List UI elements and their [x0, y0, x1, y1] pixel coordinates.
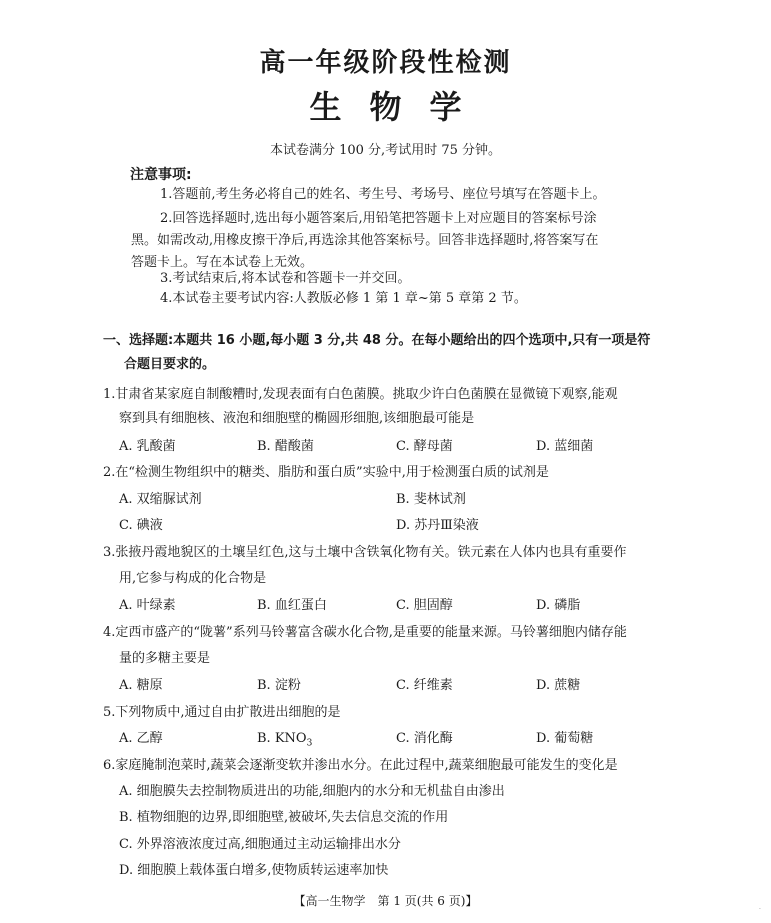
notice-heading: 注意事项:	[130, 167, 192, 183]
q3-option-d: D. 磷脂	[536, 598, 581, 613]
q1-option-d: D. 蓝细菌	[536, 439, 594, 454]
q4-option-c: C. 纤维素	[396, 678, 453, 693]
question-3-line-1: 3.张掖丹霞地貌区的土壤呈红色,这与土壤中含铁氧化物有关。铁元素在人体内也具有重要作	[103, 545, 627, 560]
q3-option-c: C. 胆固醇	[396, 598, 453, 613]
q6-option-b: B. 植物细胞的边界,即细胞壁,被破坏,失去信息交流的作用	[119, 810, 449, 825]
notice-line-6: 4.本试卷主要考试内容:人教版必修 1 第 1 章~第 5 章第 2 节。	[160, 291, 527, 306]
page-footer: 【高一生物学 第 1 页(共 6 页)】	[293, 894, 478, 908]
notice-line-2: 2.回答选择题时,选出每小题答案后,用铅笔把答题卡上对应题目的答案标号涂	[160, 211, 597, 226]
q1-option-a: A. 乳酸菌	[119, 439, 176, 454]
question-1-line-1: 1.甘肃省某家庭自制酸糟时,发现表面有白色菌膜。挑取少许白色菌膜在显微镜下观察,能观	[103, 387, 618, 402]
question-4-line-2: 量的多糖主要是	[119, 651, 211, 666]
q2-option-b: B. 斐林试剂	[396, 492, 466, 507]
q2-option-d: D. 苏丹Ⅲ染液	[396, 518, 479, 533]
question-6-line-1: 6.家庭腌制泡菜时,蔬菜会逐渐变软并渗出水分。在此过程中,蔬菜细胞最可能发生的变化是	[103, 758, 618, 773]
exam-title: 高一年级阶段性检测	[259, 48, 512, 78]
corner-mark: ·	[759, 906, 761, 913]
q4-option-a: A. 糖原	[119, 678, 163, 693]
q2-option-a: A. 双缩脲试剂	[119, 492, 202, 507]
section-heading: 一、选择题:本题共 16 小题,每小题 3 分,共 48 分。在每小题给出的四个选项中,只有一项是符	[103, 333, 651, 348]
q6-option-c: C. 外界溶液浓度过高,细胞通过主动运输排出水分	[119, 837, 401, 852]
q1-option-b: B. 醋酸菌	[257, 439, 314, 454]
q6-option-a: A. 细胞膜失去控制物质进出的功能,细胞内的水分和无机盐自由渗出	[119, 784, 505, 799]
notice-line-3: 黑。如需改动,用橡皮擦干净后,再选涂其他答案标号。回答非选择题时,将答案写在	[131, 233, 599, 248]
question-5-line-1: 5.下列物质中,通过自由扩散进出细胞的是	[103, 705, 341, 720]
notice-line-1: 1.答题前,考生务必将自己的姓名、考生号、考场号、座位号填写在答题卡上。	[160, 187, 606, 202]
question-2-line-1: 2.在“检测生物组织中的糖类、脂肪和蛋白质”实验中,用于检测蛋白质的试剂是	[103, 465, 549, 480]
q6-option-d: D. 细胞膜上载体蛋白增多,使物质转运速率加快	[119, 863, 389, 878]
subject-title: 生物学	[309, 88, 490, 126]
question-1-line-2: 察到具有细胞核、液泡和细胞壁的椭圆形细胞,该细胞最可能是	[119, 411, 475, 426]
q5-option-d: D. 葡萄糖	[536, 731, 594, 746]
q3-option-b: B. 血红蛋白	[257, 598, 327, 613]
q5-option-a: A. 乙醇	[119, 731, 163, 746]
q4-option-d: D. 蔗糖	[536, 678, 581, 693]
q1-option-c: C. 酵母菌	[396, 439, 453, 454]
q5-option-c: C. 消化酶	[396, 731, 453, 746]
notice-line-5: 3.考试结束后,将本试卷和答题卡一并交回。	[160, 271, 411, 286]
q4-option-b: B. 淀粉	[257, 678, 301, 693]
q2-option-c: C. 碘液	[119, 518, 163, 533]
q5-option-b	[257, 730, 312, 753]
score-line: 本试卷满分 100 分,考试用时 75 分钟。	[269, 143, 502, 158]
notice-line-4: 答题卡上。写在本试卷上无效。	[131, 255, 314, 270]
q5-option-b-text: B. KNO	[257, 731, 307, 746]
q3-option-a: A. 叶绿素	[119, 598, 176, 613]
question-4-line-1: 4.定西市盛产的“陇薯”系列马铃薯富含碳水化合物,是重要的能量来源。马铃薯细胞内储存能	[103, 625, 627, 640]
q5-option-b-subscript: 3	[306, 738, 313, 749]
section-heading-cont: 合题目要求的。	[124, 357, 216, 372]
question-3-line-2: 用,它参与构成的化合物是	[119, 571, 267, 586]
